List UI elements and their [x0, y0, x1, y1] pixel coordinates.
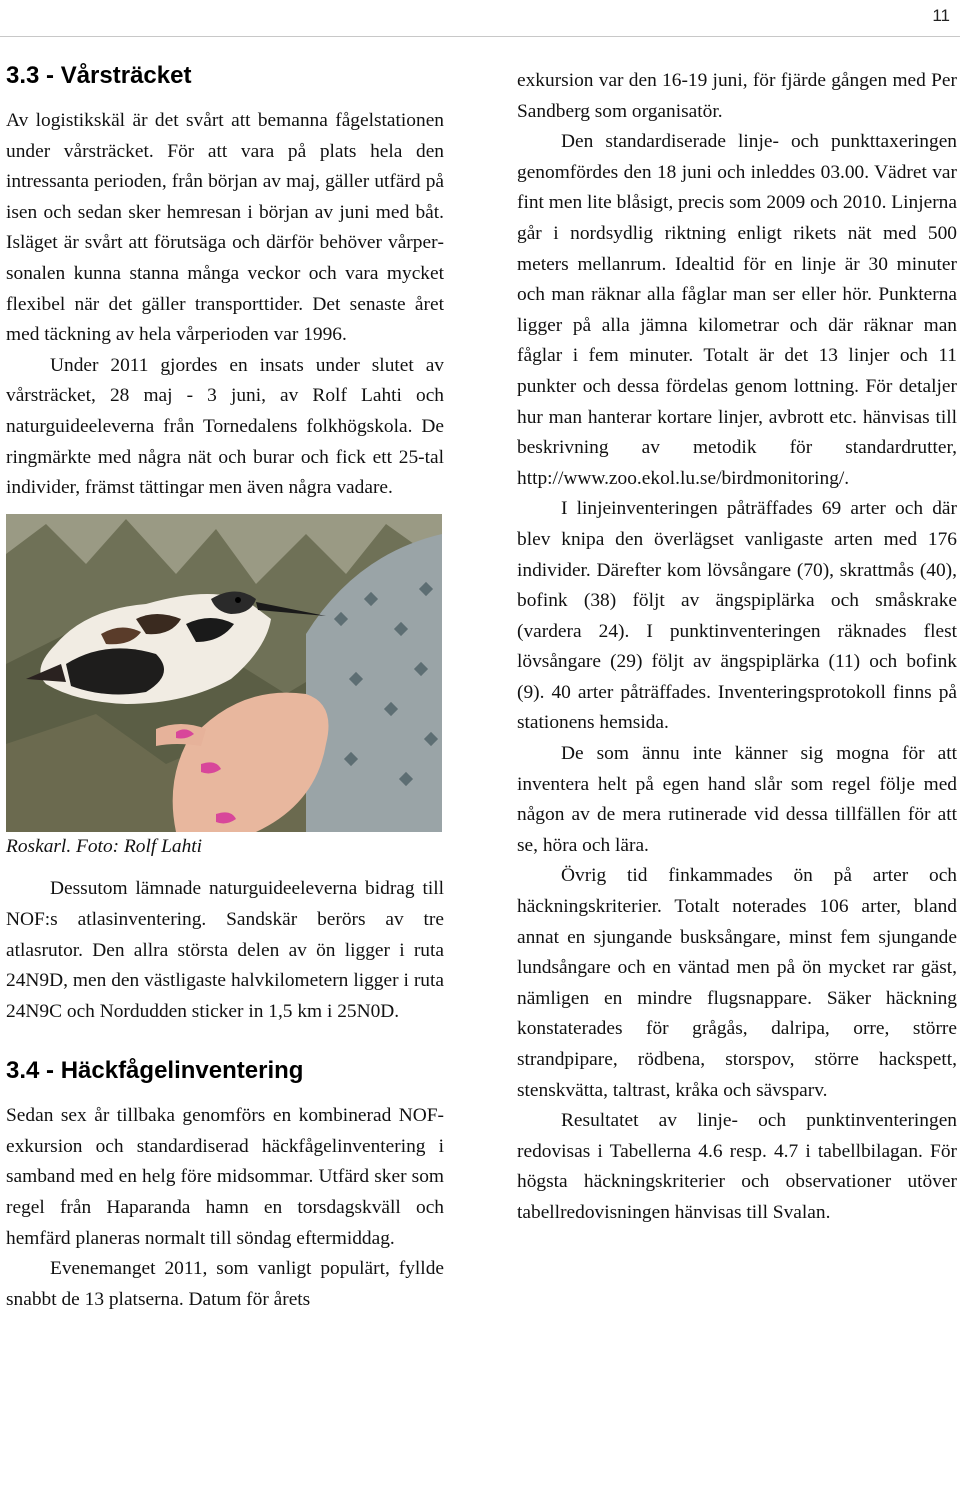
photo-caption: Roskarl. Foto: Rolf Lahti [6, 835, 203, 857]
bird-photo [6, 514, 442, 832]
paragraph: Under 2011 gjordes en insats under slutet av vårsträcket, 28 maj - 3 juni, av Rolf Lahti och naturguideeleverna från Tornedalens folkhögskola. De ringmärkte med några nät och burar och fick ett 25-tal individer, främst tättingar men även några vadare. [6, 354, 444, 499]
paragraph: I linjeinventeringen påträffades 69 arter och där blev knipa den överlägset vanligaste arten med 176 individer. Därefter kom lövsångare (70), skrattmås (40), bofink (38) följt av ängspiplärka och småskrake (vardera 24). I punktinventeringen räknades flest lövsångare (29) följt av ängspiplärka (11) och bofink (9). 40 arter påträffades. Inventeringsprotokoll finns på stationens hemsida. [517, 498, 957, 734]
paragraph: Dessutom lämnade naturguideeleverna bidrag till NOF:s atlasinventering. Sandskär berörs av tre atlasrutor. Den allra största delen av ön ligger i ruta 24N9D, men den västligaste halvkilometern ligger i ruta 24N9C och Nordudden sticker in 1,5 km i 25N0D. [6, 878, 444, 1022]
left-column [6, 62, 444, 1315]
section-heading-hackfagelinventering: 3.4 - Häckfågelinventering [6, 1057, 304, 1085]
paragraph: Av logistikskäl är det svårt att bemanna fågelstationen under vårsträcket. För att vara på plats hela den intressanta perioden, från början av maj, gäller utfärd på isen och sedan sker hemresan i början av juni med båt. Isläget är svårt att förutsäga och därför behöver vårpersonalen kunna stanna många veckor och vara mycket flexibel när det gäller transporttider. Det senaste året med täckning av hela vårperioden var 1996. [6, 110, 444, 346]
right-column [517, 66, 957, 1229]
paragraph: Sedan sex år tillbaka genomförs en kombinerad NOF-exkursion och standardiserad häckfågelinventering i samband med en helg före midsommar. Utfärd sker som regel från Haparanda hamn en torsdagskväll och hemfärd planeras normalt till söndag eftermiddag. [6, 1105, 444, 1249]
header-rule [0, 36, 960, 37]
paragraph: Resultatet av linje- och punktinventeringen redovisas i Tabellerna 4.6 resp. 4.7 i tabellbilagan. För högsta häckningskriterier och observationer utöver tabellredovisningen hänvisas till Svalan. [517, 1110, 957, 1223]
section-heading-varstracket: 3.3 - Vårsträcket [6, 62, 192, 89]
paragraph: Evenemanget 2011, som vanligt populärt, fyllde snabbt de 13 platserna. Datum för årets [6, 1258, 444, 1310]
paragraph: Övrig tid finkammades ön på arter och häckningskriterier. Totalt noterades 106 arter, bland annat en sjungande busksångare, minst fem sjungande lundsångare och en väntad men på ön mycket rar gäst, nämligen en mindre flugsnappare. Säker häckning konstaterades för grågås, dalripa, orre, större strandpipare, rödbena, storspov, större hackspett, stenskvätta, taltrast, kråka och sävsparv. [517, 865, 957, 1101]
paragraph: De som ännu inte känner sig mogna för att inventera helt på egen hand slår som regel följe med någon av de mera rutinerade vid dessa tillfällen för att se, höra och lära. [517, 743, 957, 856]
page-number: 11 [932, 6, 950, 25]
paragraph: exkursion var den 16-19 juni, för fjärde gången med Per Sandberg som organisatör. [517, 70, 957, 122]
paragraph: Den standardiserade linje- och punkttaxeringen genomfördes den 18 juni och inleddes 03.00. Vädret var fint men lite blåsigt, precis som 2009 och 2010. Linjerna går i nordsydlig riktning enligt rikets nät med 500 meters mellanrum. Idealtid för en linje är 30 minuter och man räknar alla fåglar man ser eller hör. Punkterna ligger på alla jämna kilometrar och där räknar man fåglar i fem minuter. Totalt är det 13 linjer och 11 punkter och dessa fördelas genom lottning. För detaljer hur man hanterar kortare linjer, avbrott etc. hänvisas till beskrivning av metodik för standardrutter, http://www.zoo.ekol.lu.se/birdmonitoring/. [517, 131, 957, 489]
